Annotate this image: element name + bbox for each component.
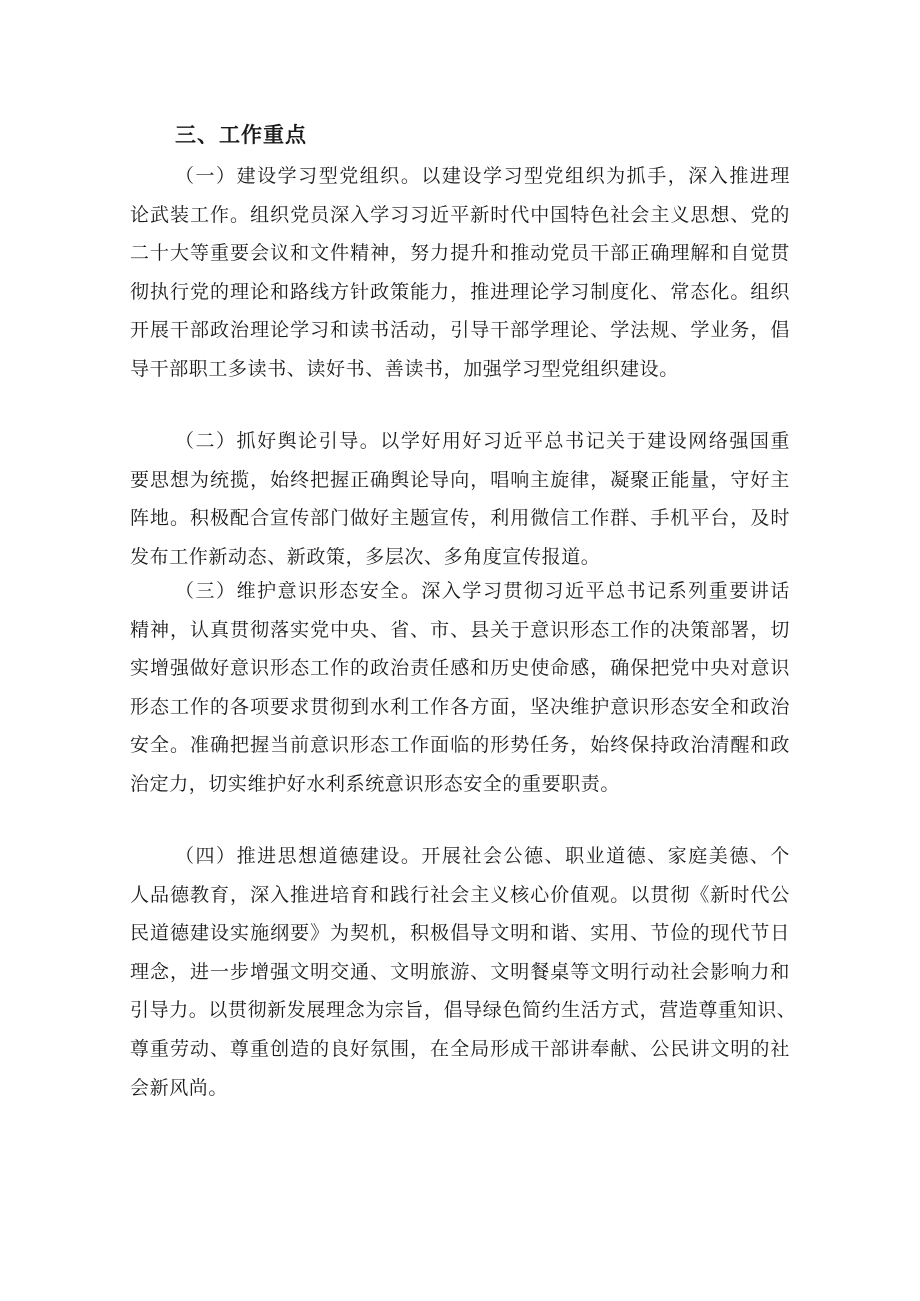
paragraph-line: 论武装工作。组织党员深入学习习近平新时代中国特色社会主义思想、党的 bbox=[130, 203, 790, 226]
paragraph-line: 安全。准确把握当前意识形态工作面临的形势任务，始终保持政治清醒和政 bbox=[130, 734, 790, 757]
paragraph-line: 治定力，切实维护好水利系统意识形态安全的重要职责。 bbox=[130, 772, 621, 795]
paragraph-line: 尊重劳动、尊重创造的良好氛围，在全局形成干部讲奉献、公民讲文明的社 bbox=[130, 1037, 790, 1060]
paragraph-line: 二十大等重要会议和文件精神，努力提升和推动党员干部正确理解和自觉贯 bbox=[130, 242, 790, 265]
paragraph-study-party-organization bbox=[130, 157, 790, 389]
paragraph-line: 开展干部政治理论学习和读书活动，引导干部学理论、学法规、学业务，倡 bbox=[130, 319, 790, 342]
paragraph-line: 引导力。以贯彻新发展理念为宗旨，倡导绿色简约生活方式，营造尊重知识、 bbox=[130, 999, 797, 1022]
paragraph-line: 民道德建设实施纲要》为契机，积极倡导文明和谐、实用、节俭的现代节日 bbox=[130, 922, 790, 945]
paragraph-line: （二）抓好舆论引导。以学好用好习近平总书记关于建设网络强国重 bbox=[175, 430, 790, 452]
paragraph-ideology-security bbox=[130, 572, 790, 804]
paragraph-line: 形态工作的各项要求贯彻到水利工作各方面，坚决维护意识形态安全和政治 bbox=[130, 695, 790, 718]
paragraph-line: 会新风尚。 bbox=[130, 1076, 229, 1099]
paragraph-line: （三）维护意识形态安全。深入学习贯彻习近平总书记系列重要讲话 bbox=[175, 580, 790, 602]
paragraph-line: 彻执行党的理论和路线方针政策能力，推进理论学习制度化、常态化。组织 bbox=[130, 280, 790, 303]
paragraph-line: 理念，进一步增强文明交通、文明旅游、文明餐桌等文明行动社会影响力和 bbox=[130, 960, 790, 983]
paragraph-line: （四）推进思想道德建设。开展社会公德、职业道德、家庭美德、个 bbox=[175, 845, 790, 867]
paragraph-line: 人品德教育，深入推进培育和践行社会主义核心价值观。以贯彻《新时代公 bbox=[130, 883, 790, 906]
paragraph-line: 要思想为统揽，始终把握正确舆论导向，唱响主旋律，凝聚正能量，守好主 bbox=[130, 468, 790, 491]
paragraph-line: 发布工作新动态、新政策，多层次、多角度宣传报道。 bbox=[130, 545, 601, 568]
paragraph-line: 实增强做好意识形态工作的政治责任感和历史使命感，确保把党中央对意识 bbox=[130, 657, 790, 680]
paragraph-line: 导干部职工多读书、读好书、善读书，加强学习型党组织建设。 bbox=[130, 357, 679, 380]
paragraph-line: 阵地。积极配合宣传部门做好主题宣传，利用微信工作群、手机平台，及时 bbox=[130, 507, 790, 530]
paragraph-public-opinion bbox=[130, 422, 790, 576]
paragraph-moral-construction bbox=[130, 837, 797, 1107]
paragraph-line: （一）建设学习型党组织。以建设学习型党组织为抓手，深入推进理 bbox=[175, 165, 790, 187]
paragraph-line: 精神，认真贯彻落实党中央、省、市、县关于意识形态工作的决策部署，切 bbox=[130, 618, 790, 641]
section-heading: 三、工作重点 bbox=[175, 123, 307, 147]
